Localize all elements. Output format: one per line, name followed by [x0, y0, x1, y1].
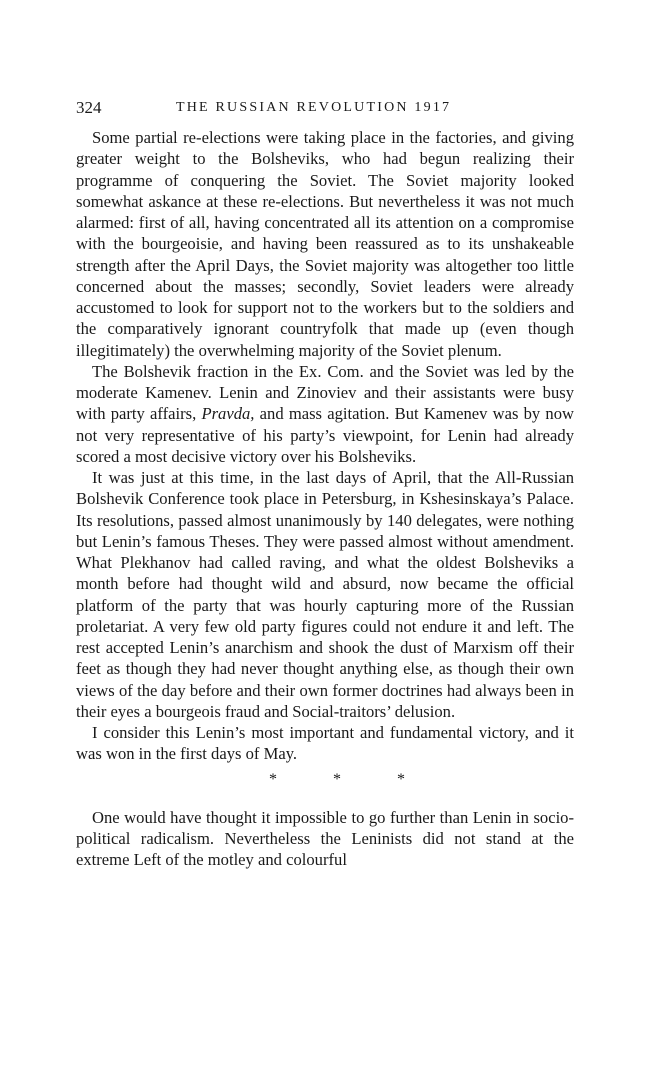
paragraph: Some partial re-elections were taking place in the factories, and giving greater weight to the Bolsheviks, who had begun realizing their programme of conquering the Soviet. The Soviet majority looked somewhat askance at these re-elections. But nevertheless it was not much alarmed: first of all, having concentrated all its attention on a compromise with the bourgeoisie, and having been reassured as to its unshakeable strength after the April Days, the Soviet majority was altogether too little concerned about the masses; secondly, Soviet leaders were already accustomed to look for support not to the workers but to the soldiers and the comparatively ignorant countryfolk that made up (even though illegitimately) the overwhelming majority of the Soviet plenum. [76, 128, 574, 360]
book-page [76, 96, 574, 870]
asterisk: * [397, 770, 405, 788]
running-head [76, 96, 574, 120]
paragraph: I consider this Lenin’s most important and fundamental victory, and it was won in the first days of May. [76, 723, 574, 764]
paragraph: It was just at this time, in the last days of April, that the All-Russian Bolshevik Conference took place in Petersburg, in Kshesinskaya’s Palace. Its resolutions, passed almost unanimously by 140 delegates, were nothing but Lenin’s famous Theses. They were passed almost without amendment. What Plekhanov had called raving, and what the oldest Bolsheviks a month before had thought wild and absurd, now became the official platform of the party that was hourly capturing more of the Russian proletariat. A very few old party figures could not endure it and left. The rest accepted Lenin’s anarchism and shook the dust of Marxism off their feet as though they had never thought anything else, as though their own views of the day before and their own former doctrines had always been in their eyes a bourgeois fraud and Social-traitors’ delusion. [76, 468, 574, 721]
paragraph [76, 361, 574, 467]
section-break [76, 765, 574, 807]
asterisk: * [269, 770, 277, 788]
italic-title: Pravda, [201, 404, 255, 424]
running-title: THE RUSSIAN REVOLUTION 1917 [176, 100, 452, 115]
page-number: 324 [76, 98, 102, 117]
paragraph-text: The Bolshevik fraction in the Ex. Com. and the Soviet was led by the moderate Kamenev. Lenin and Zinoviev and their assistants were busy with party affairs, [76, 361, 574, 424]
paragraph: One would have thought it impossible to go further than Lenin in socio-political radicalism. Nevertheless the Leninists did not stand at the extreme Left of the motley and colourful [76, 807, 574, 869]
paragraph-text: and mass agitation. But Kamenev was by now not very representative of his party’s viewpoint, for Lenin had already scored a most decisive victory over his Bolsheviks. [76, 404, 575, 466]
asterisk: * [333, 770, 341, 788]
